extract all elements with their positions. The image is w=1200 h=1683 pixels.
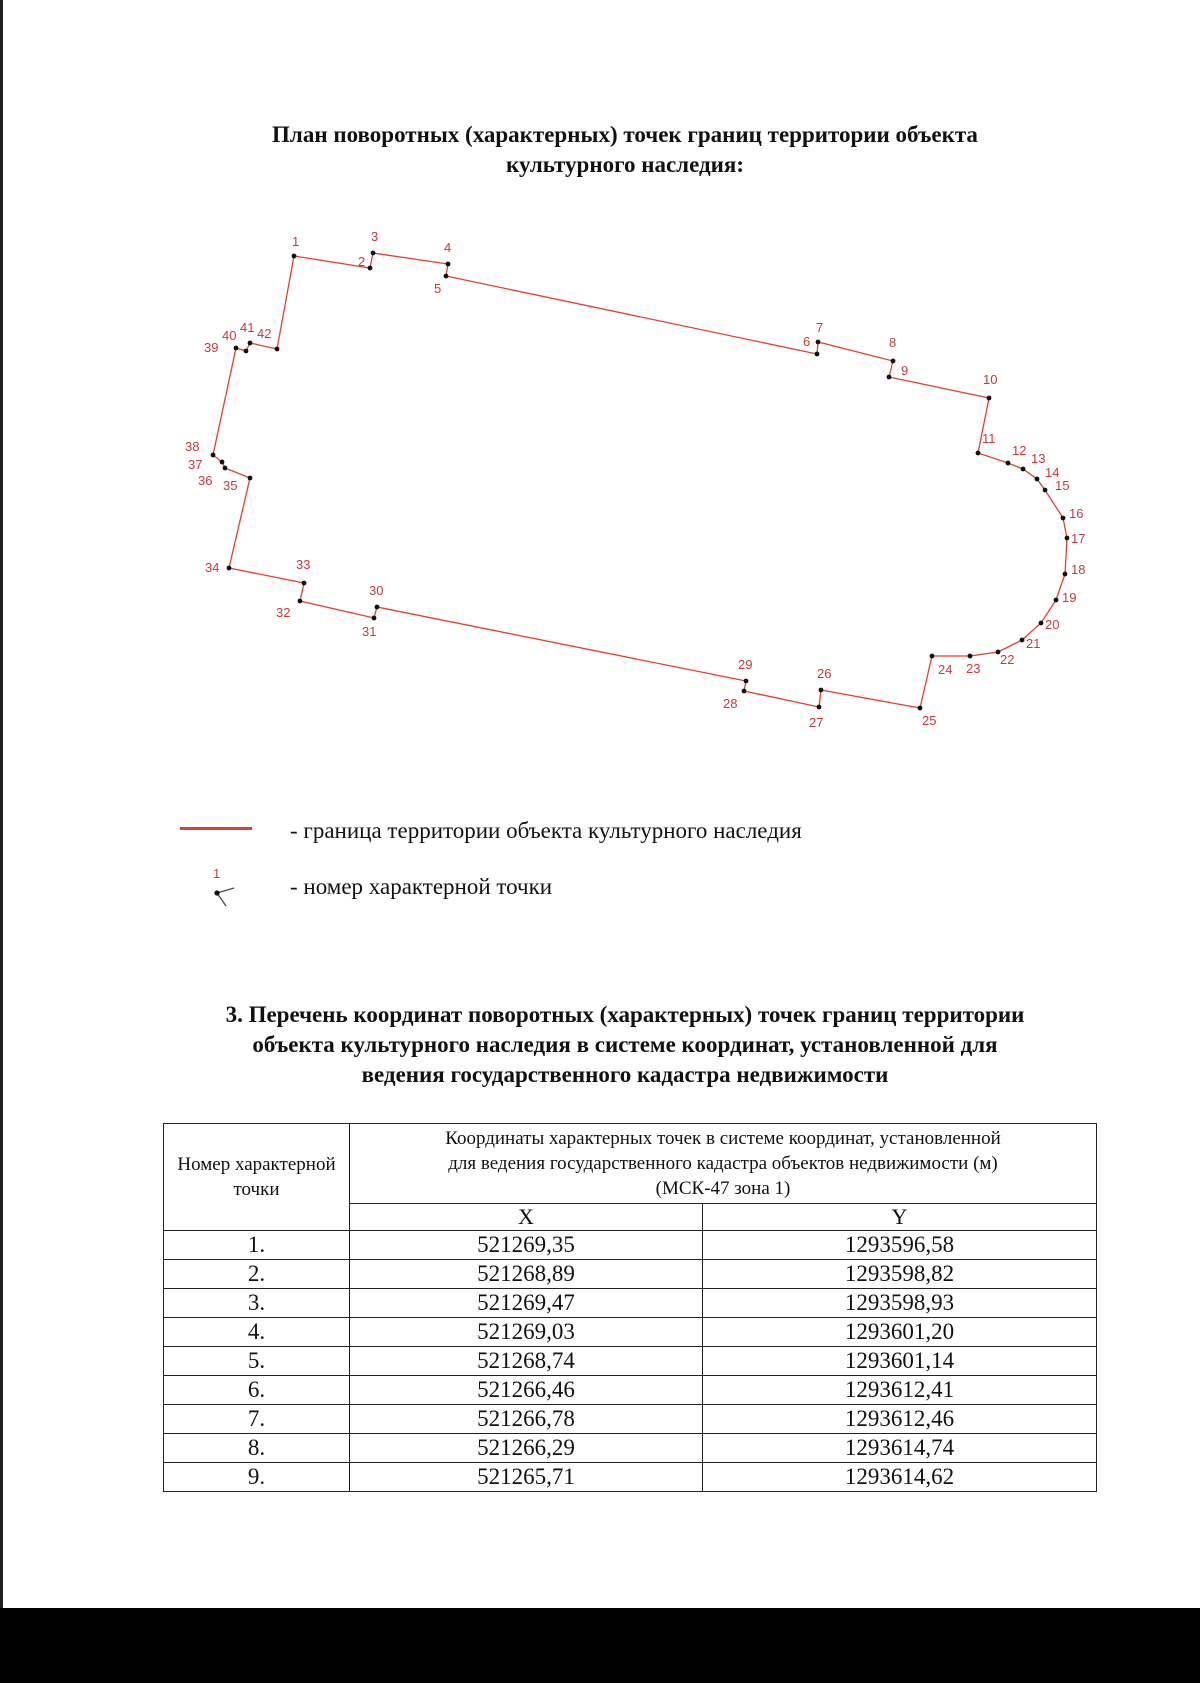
- row-y: 1293614,74: [702, 1434, 1096, 1463]
- row-number: 9.: [164, 1463, 350, 1492]
- point-label-12: 12: [1012, 443, 1027, 458]
- point-label-17: 17: [1071, 531, 1086, 546]
- row-x: 521265,71: [350, 1463, 703, 1492]
- boundary-point-20: [1039, 621, 1044, 626]
- boundary-point-28: [742, 689, 747, 694]
- boundary-point-18: [1063, 572, 1068, 577]
- row-y: 1293596,58: [702, 1231, 1096, 1260]
- boundary-plan: [0, 0, 1200, 780]
- header-x: X: [350, 1204, 703, 1231]
- point-label-14: 14: [1045, 465, 1060, 480]
- point-label-35: 35: [223, 478, 238, 493]
- point-label-31: 31: [362, 624, 377, 639]
- row-x: 521269,03: [350, 1318, 703, 1347]
- boundary-point-2: [368, 266, 373, 271]
- header-coords-line2: для ведения государственного кадастра объектов недвижимости (м): [448, 1153, 998, 1174]
- header-y: Y: [702, 1204, 1096, 1231]
- legend-boundary-text: - граница территории объекта культурного наследия: [290, 818, 802, 843]
- point-label-10: 10: [983, 372, 998, 387]
- point-label-37: 37: [188, 457, 203, 472]
- point-label-21: 21: [1026, 636, 1041, 651]
- point-label-40: 40: [222, 328, 237, 343]
- point-label-29: 29: [738, 657, 753, 672]
- boundary-point-24: [930, 654, 935, 659]
- point-label-2: 2: [358, 254, 366, 269]
- point-label-28: 28: [723, 696, 738, 711]
- point-label-30: 30: [369, 583, 384, 598]
- boundary-point-15: [1043, 488, 1048, 493]
- point-label-34: 34: [205, 560, 220, 575]
- row-y: 1293614,62: [702, 1463, 1096, 1492]
- row-x: 521268,89: [350, 1260, 703, 1289]
- row-number: 1.: [164, 1231, 350, 1260]
- row-y: 1293601,20: [702, 1318, 1096, 1347]
- point-label-11: 11: [982, 431, 996, 446]
- point-label-13: 13: [1031, 451, 1046, 466]
- boundary-point-31: [372, 616, 377, 621]
- boundary-point-1: [292, 254, 297, 259]
- section3-title-line2: объекта культурного наследия в системе координат, установленной для: [252, 1032, 998, 1057]
- row-x: 521269,47: [350, 1289, 703, 1318]
- boundary-point-33: [302, 581, 307, 586]
- point-label-7: 7: [816, 320, 824, 335]
- scan-bottom-bar: [0, 1608, 1200, 1683]
- plan-title-line1: План поворотных (характерных) точек границ территории объекта: [272, 122, 978, 147]
- point-label-27: 27: [809, 715, 824, 730]
- point-label-3: 3: [371, 229, 379, 244]
- row-y: 1293598,82: [702, 1260, 1096, 1289]
- point-label-1: 1: [292, 234, 300, 249]
- row-number: 8.: [164, 1434, 350, 1463]
- legend-point-marker: [200, 866, 240, 910]
- boundary-point-17: [1065, 536, 1070, 541]
- boundary-point-37: [220, 460, 225, 465]
- section3-title-line1: 3. Перечень координат поворотных (характерных) точек границ территории: [225, 1002, 1025, 1027]
- boundary-point-5: [444, 274, 449, 279]
- boundary-point-19: [1054, 598, 1059, 603]
- point-label-36: 36: [198, 473, 213, 488]
- point-label-41: 41: [240, 320, 255, 335]
- point-label-8: 8: [889, 335, 897, 350]
- boundary-point-26: [819, 688, 824, 693]
- row-number: 5.: [164, 1347, 350, 1376]
- row-x: 521268,74: [350, 1347, 703, 1376]
- boundary-point-21: [1020, 638, 1025, 643]
- boundary-point-29: [744, 679, 749, 684]
- boundary-point-34: [227, 566, 232, 571]
- header-coordinates: [350, 1124, 1097, 1204]
- row-x: 521269,35: [350, 1231, 703, 1260]
- boundary-point-41: [248, 341, 253, 346]
- table-row: [164, 1434, 1097, 1463]
- table-row: [164, 1405, 1097, 1434]
- point-label-4: 4: [444, 240, 452, 255]
- boundary-point-14: [1035, 477, 1040, 482]
- boundary-point-32: [298, 599, 303, 604]
- boundary-point-35: [248, 476, 253, 481]
- boundary-point-39: [234, 346, 239, 351]
- row-number: 4.: [164, 1318, 350, 1347]
- boundary-point-40: [244, 349, 249, 354]
- point-label-5: 5: [434, 281, 442, 296]
- header-coords-line3: (МСК-47 зона 1): [655, 1178, 791, 1199]
- point-label-19: 19: [1062, 590, 1077, 605]
- boundary-point-9: [887, 375, 892, 380]
- point-label-6: 6: [803, 334, 811, 349]
- point-label-24: 24: [938, 662, 953, 677]
- boundary-point-42: [275, 347, 280, 352]
- row-y: 1293612,41: [702, 1376, 1096, 1405]
- table-row: [164, 1376, 1097, 1405]
- legend-boundary-swatch: [180, 827, 252, 830]
- section3-title: [150, 1000, 1100, 1090]
- table-row: [164, 1463, 1097, 1492]
- point-label-18: 18: [1071, 562, 1086, 577]
- point-label-9: 9: [901, 363, 909, 378]
- boundary-point-10: [987, 396, 992, 401]
- point-label-42: 42: [257, 326, 272, 341]
- point-label-23: 23: [966, 661, 981, 676]
- boundary-point-25: [918, 706, 923, 711]
- boundary-point-12: [1006, 461, 1011, 466]
- point-label-22: 22: [1000, 652, 1015, 667]
- boundary-point-36: [223, 466, 228, 471]
- point-label-26: 26: [817, 666, 832, 681]
- table-row: [164, 1347, 1097, 1376]
- boundary-point-30: [375, 605, 380, 610]
- point-label-16: 16: [1069, 506, 1084, 521]
- table-row: [164, 1289, 1097, 1318]
- coordinates-table: [163, 1123, 1097, 1492]
- row-y: 1293598,93: [702, 1289, 1096, 1318]
- boundary-point-6: [815, 352, 820, 357]
- point-label-15: 15: [1055, 478, 1070, 493]
- row-x: 521266,78: [350, 1405, 703, 1434]
- boundary-point-38: [211, 453, 216, 458]
- row-x: 521266,29: [350, 1434, 703, 1463]
- row-number: 3.: [164, 1289, 350, 1318]
- table-row: [164, 1260, 1097, 1289]
- row-number: 7.: [164, 1405, 350, 1434]
- boundary-point-27: [817, 705, 822, 710]
- boundary-point-11: [976, 451, 981, 456]
- boundary-point-7: [816, 340, 821, 345]
- point-label-39: 39: [204, 340, 219, 355]
- boundary-point-8: [891, 359, 896, 364]
- row-y: 1293601,14: [702, 1347, 1096, 1376]
- row-y: 1293612,46: [702, 1405, 1096, 1434]
- point-label-33: 33: [296, 557, 311, 572]
- point-label-25: 25: [922, 713, 937, 728]
- row-number: 6.: [164, 1376, 350, 1405]
- table-row: [164, 1318, 1097, 1347]
- header-point-number: Номер характерной точки: [164, 1124, 350, 1231]
- point-label-32: 32: [276, 605, 291, 620]
- section3-title-line3: ведения государственного кадастра недвижимости: [361, 1062, 889, 1087]
- boundary-point-13: [1021, 467, 1026, 472]
- header-coords-line1: Координаты характерных точек в системе координат, установленной: [445, 1128, 1001, 1149]
- boundary-point-4: [446, 262, 451, 267]
- boundary-point-16: [1061, 516, 1066, 521]
- plan-title-line2: культурного наследия:: [506, 152, 744, 177]
- row-x: 521266,46: [350, 1376, 703, 1405]
- legend-point-number: 1: [213, 866, 221, 881]
- table-row: [164, 1231, 1097, 1260]
- row-number: 2.: [164, 1260, 350, 1289]
- legend-point-text: - номер характерной точки: [290, 874, 553, 899]
- boundary-point-23: [968, 654, 973, 659]
- boundary-point-3: [371, 251, 376, 256]
- point-label-38: 38: [185, 439, 200, 454]
- point-label-20: 20: [1045, 617, 1060, 632]
